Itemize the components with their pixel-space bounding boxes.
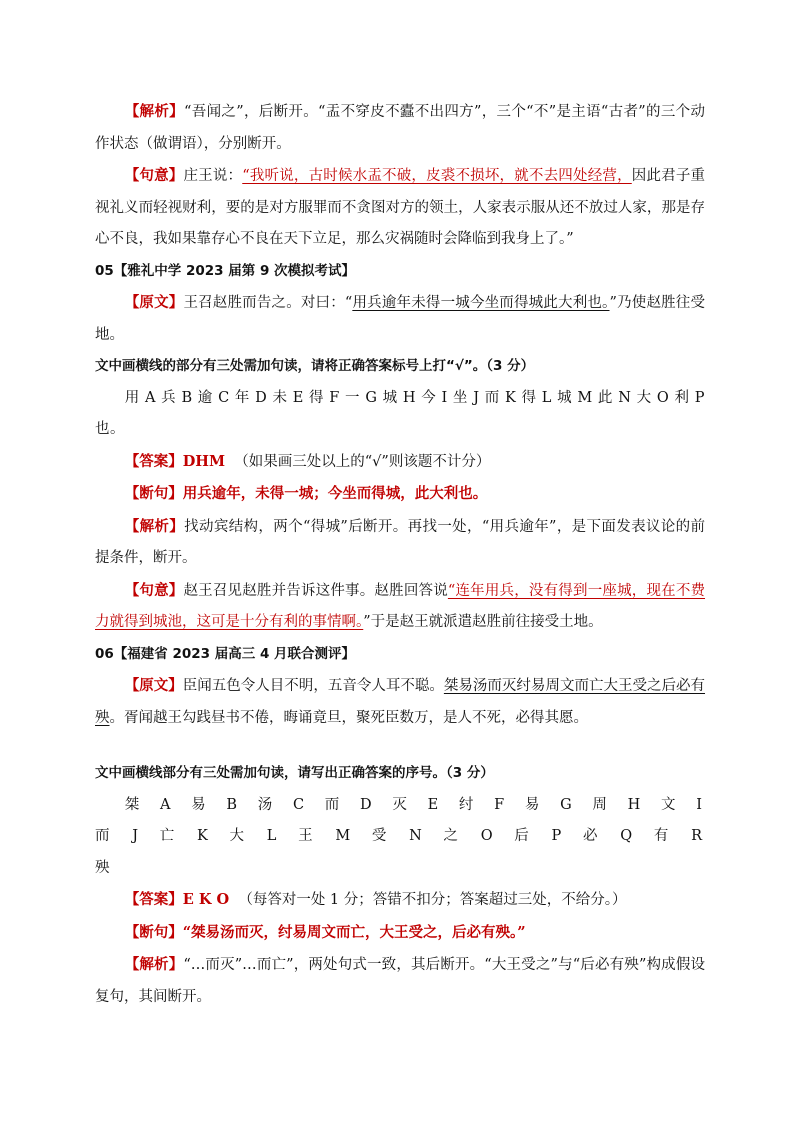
analysis-paragraph	[95, 96, 705, 160]
q06-answer-note: （每答对一处 1 分；答错不扣分；答案超过三处，不给分。）	[238, 892, 627, 908]
q06-options: 桀 A 易 B 汤 C 而 D 灭 E 纣 F 易 G 周 H 文 I 而 J 亡 K 大 L 王 M 受 N 之 O 后 P 必 Q 有 R 殃	[95, 796, 705, 876]
q05-break-label: 【断句】	[124, 485, 183, 502]
meaning-pre: 庄王说：	[183, 168, 243, 184]
q06-answer-paragraph	[95, 884, 705, 917]
q06-analysis-paragraph	[95, 949, 705, 1013]
q05-source-pre: 王召赵胜而告之。对曰：“	[183, 295, 353, 311]
q05-answer-note: （如果画三处以上的“√”则该题不计分）	[234, 453, 491, 470]
spacer	[95, 734, 705, 758]
q05-break-paragraph	[95, 478, 705, 511]
q06-analysis-label: 【解析】	[124, 956, 184, 973]
meaning-quote: “我听说，古时候水盂不破，皮裘不损坏，就不去四处经营，	[242, 168, 632, 184]
q05-meaning-pre: 赵王召见赵胜并告诉这件事。赵胜回答说	[183, 582, 448, 599]
analysis-text: “吾闻之”，后断开。“盂不穿皮不蠹不出四方”，三个“不”是主语“古者”的三个动作状态（做谓语），分别断开。	[95, 104, 706, 152]
q05-source-paragraph	[95, 287, 705, 351]
q05-meaning-quote: “连年用兵，没有得到一座城，现在不费力就得到城池，这可是十分有利的事情啊。	[95, 582, 706, 630]
q05-break-text: 用兵逾年，未得一城；今坐而得城，此大利也。	[182, 485, 488, 502]
q05-meaning-label: 【句意】	[124, 581, 184, 599]
q06-answer-value: E K O	[182, 891, 230, 908]
q05-options: 用 A 兵 B 逾 C 年 D 未 E 得 F 一 G 城 H 今 I 坐 J 而 K 得 L 城 M 此 N 大 O 利 P 也。	[95, 389, 705, 437]
document-page	[95, 96, 705, 1013]
q06-break-label: 【断句】	[124, 923, 183, 941]
q06-source-paragraph	[95, 670, 705, 734]
question-05-heading: 05【雅礼中学 2023 届第 9 次模拟考试】	[95, 262, 356, 279]
q05-answer-paragraph	[95, 446, 705, 479]
q05-answer-label: 【答案】	[124, 452, 183, 470]
q06-break-text: “桀易汤而灭，纣易周文而亡，大王受之，后必有殃。”	[182, 923, 526, 941]
q06-source-underlined: 桀易汤而灭纣易周文而亡大王受之后必有殃	[95, 678, 706, 726]
analysis-label: 【解析】	[124, 103, 185, 120]
q06-question: 文中画横线部分有三处需加句读，请写出正确答案的序号。（3 分）	[95, 765, 494, 781]
q05-meaning-paragraph	[95, 575, 705, 639]
q05-meaning-post: ”于是赵王就派遣赵胜前往接受土地。	[363, 614, 603, 630]
q05-analysis-label: 【解析】	[124, 517, 185, 535]
q05-analysis-text: 找动宾结构，两个“得城”后断开。再找一处，“用兵逾年”，是下面发表议论的前提条件，断开。	[95, 518, 706, 566]
q05-source-label: 【原文】	[124, 294, 184, 311]
q06-source-label: 【原文】	[124, 677, 183, 694]
q06-answer-label: 【答案】	[124, 891, 183, 908]
q05-source-post: ”乃使赵胜往受地。	[95, 295, 705, 343]
q05-answer-value: DHM	[182, 452, 226, 470]
q06-analysis-text: “…而灭”…而亡”，两处句式一致，其后断开。“大王受之”与“后必有殃”构成假设复句，其间断开。	[95, 957, 705, 1005]
q05-analysis-paragraph	[95, 511, 705, 575]
q05-source-underlined: 用兵逾年未得一城今坐而得城此大利也。	[352, 295, 610, 311]
q06-source-pre: 臣闻五色令人目不明，五音令人耳不聪。	[182, 678, 444, 694]
meaning-label: 【句意】	[124, 167, 184, 184]
meaning-paragraph	[95, 160, 705, 256]
q06-source-post: 。胥闻越王勾践昼书不倦，晦诵竟旦，聚死臣数万，是人不死，必得其愿。	[109, 709, 588, 726]
meaning-post: 因此君子重视礼义而轻视财利，要的是对方服罪而不贪图对方的领土，人家表示服从还不放过人家，那是存心不良，我如果靠存心不良在天下立足，那么灾祸随时会降临到我身上了。”	[95, 168, 706, 247]
question-06-heading: 06【福建省 2023 届高三 4 月联合测评】	[95, 645, 356, 662]
q06-break-paragraph	[95, 917, 705, 950]
q05-question: 文中画横线的部分有三处需加句读，请将正确答案标号上打“√”。（3 分）	[95, 358, 535, 374]
